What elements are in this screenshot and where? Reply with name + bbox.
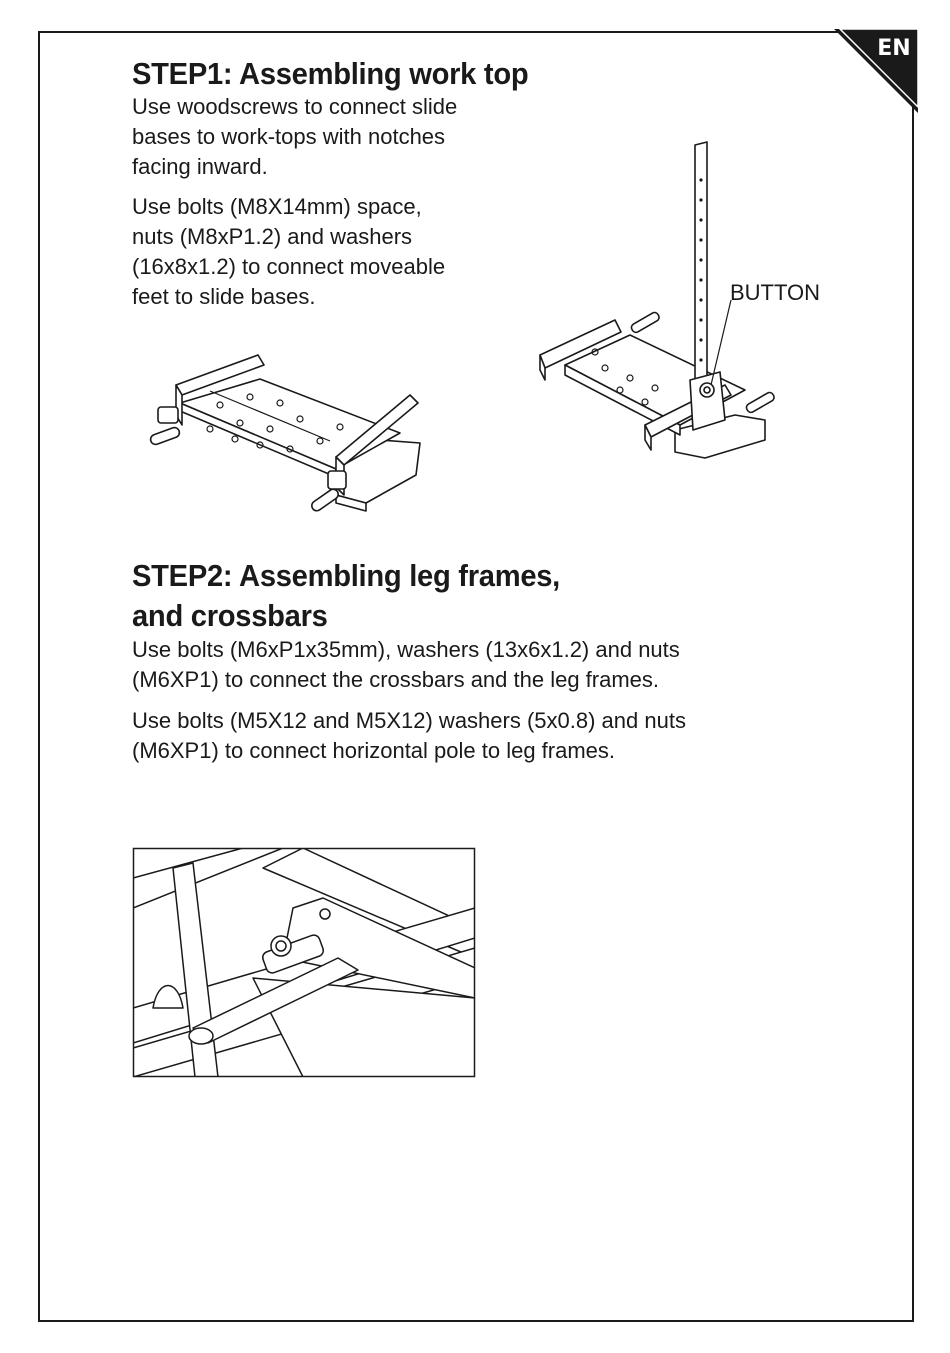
step1-paragraph-2 (132, 192, 445, 312)
step1-p1-line: facing inward. (132, 154, 268, 179)
button-callout-label: BUTTON (730, 280, 821, 305)
step2-heading-line: STEP2: Assembling leg frames, (132, 558, 560, 593)
language-label: EN (877, 36, 911, 61)
step1-p2-line: (16x8x1.2) to connect moveable (132, 254, 446, 279)
step2-p1-line: (M6XP1) to connect the crossbars and the leg frames. (132, 667, 660, 692)
step1-p1-line: bases to work-tops with notches (132, 124, 446, 149)
step2-p1-line: Use bolts (M6xP1x35mm), washers (13x6x1.2) and nuts (132, 637, 680, 662)
step2-heading (132, 556, 560, 636)
step2-heading-line: and crossbars (132, 598, 328, 633)
step1-p2-line: Use bolts (M8X14mm) space, (132, 194, 422, 219)
step1-p2-line: nuts (M8xP1.2) and washers (132, 224, 413, 249)
step2-p2-line: Use bolts (M5X12 and M5X12) washers (5x0.8) and nuts (132, 708, 686, 733)
step2-paragraph-1 (132, 635, 680, 695)
step1-p2-line: feet to slide bases. (132, 284, 316, 309)
worktop-with-post-illustration (535, 140, 785, 465)
leg-frame-detail-illustration (133, 848, 475, 1077)
step1-heading: STEP1: Assembling work top (132, 56, 529, 91)
step2-paragraph-2 (132, 706, 686, 766)
step1-paragraph-1 (132, 92, 457, 182)
step2-p2-line: (M6XP1) to connect horizontal pole to leg frames. (132, 738, 616, 763)
step1-p1-line: Use woodscrews to connect slide (132, 94, 458, 119)
worktop-assembly-illustration (140, 345, 430, 525)
